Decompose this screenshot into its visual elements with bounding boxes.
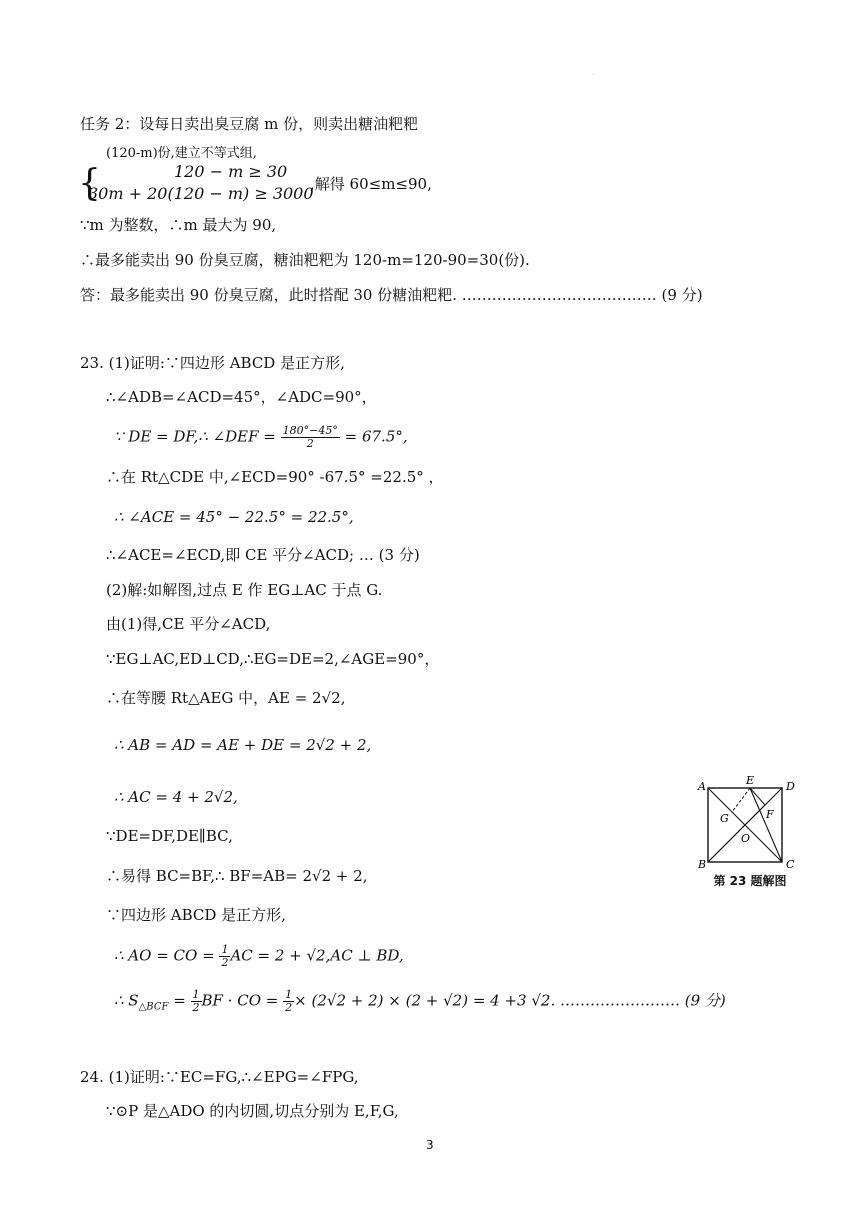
q23-line-16-a: ∴ AO = CO = — [114, 946, 220, 965]
q23-line-10: ∴在等腰 Rt△AEG 中，AE = 2√2, — [106, 689, 346, 707]
q23-line-1: 23. (1)证明:∵四边形 ABCD 是正方形, — [80, 354, 345, 372]
q23-line-4: ∴在 Rt△CDE 中,∠ECD=90° -67.5° =22.5° ， — [106, 468, 444, 486]
q23-line-17-c: BF · CO = — [201, 991, 284, 1010]
geometry-figure — [690, 770, 810, 895]
q23-line-8: 由(1)得,CE 平分∠ACD, — [106, 615, 271, 633]
q23-line-11: ∴ AB = AD = AE + DE = 2√2 + 2, — [114, 736, 372, 754]
fraction — [219, 944, 230, 969]
inequality-2: 30m + 20(120 − m) ≥ 3000 — [88, 184, 314, 203]
q23-line-3-b: = 67.5°, — [339, 427, 408, 446]
q23-line-6: ∴∠ACE=∠ECD,即 CE 平分∠ACD; … (3 分) — [106, 546, 420, 564]
fraction-num: 1 — [192, 988, 200, 1001]
q23-line-3-a: ∵ DE = DF,∴ ∠DEF = — [114, 427, 281, 446]
inequality-1: 120 − m ≥ 30 — [174, 162, 288, 181]
page-number: 3 — [426, 1138, 434, 1152]
q23-line-13: ∵DE=DF,DE∥BC, — [106, 827, 233, 845]
q23-line-15: ∵四边形 ABCD 是正方形, — [106, 906, 286, 924]
fraction-num: 1 — [285, 988, 293, 1001]
q23-line-16-b: AC = 2 + √2,AC ⊥ BD, — [230, 946, 404, 965]
brace-symbol: { — [78, 163, 101, 204]
q24-line-1: 24. (1)证明:∵EC=FG,∴∠EPG=∠FPG, — [80, 1068, 359, 1086]
q23-line-12: ∴ AC = 4 + 2√2, — [114, 788, 238, 806]
label-g: G — [720, 812, 729, 825]
q23-line-7: (2)解:如解图,过点 E 作 EG⊥AC 于点 G. — [106, 581, 383, 599]
task2-line: 任务 2：设每日卖出臭豆腐 m 份，则卖出糖油粑粑 — [80, 115, 419, 133]
q23-line-5: ∴ ∠ACE = 45° − 22.5° = 22.5°, — [114, 508, 354, 526]
fraction — [283, 989, 294, 1014]
label-b: B — [698, 858, 707, 870]
q23-line-3 — [114, 425, 408, 450]
fraction-num: 180°−45° — [282, 424, 338, 437]
q23-line-17 — [114, 989, 726, 1018]
segment-bf — [708, 805, 765, 862]
subscript: △BCF — [138, 1001, 169, 1013]
answer-line: 答：最多能卖出 90 份臭豆腐，此时搭配 30 份糖油粑粑. ………………………………… (9 分) — [80, 286, 703, 304]
q23-line-17-b: = — [168, 991, 191, 1010]
fraction-den: 2 — [221, 956, 229, 969]
square-diagram — [690, 770, 810, 870]
label-d: D — [786, 780, 795, 793]
figure-caption: 第 23 题解图 — [713, 874, 787, 888]
segment-eg — [732, 788, 750, 812]
q23-line-17-d: × (2√2 + 2) × (2 + √2) = 4 +3 √2. …………………… (9 分) — [294, 991, 726, 1010]
fraction-den: 2 — [192, 1001, 200, 1014]
q23-line-17-a: ∴ S — [114, 991, 139, 1010]
segment-ec — [750, 788, 782, 862]
fraction-den: 2 — [306, 437, 314, 450]
fraction-num: 1 — [221, 943, 229, 956]
label-e: E — [746, 774, 755, 787]
task2-line-b: (120-m)份,建立不等式组, — [106, 146, 257, 161]
label-c: C — [786, 858, 795, 870]
q24-line-2: ∵⊙P 是△ADO 的内切圆,切点分别为 E,F,G, — [106, 1102, 399, 1120]
q23-line-2: ∴∠ADB=∠ACD=45°，∠ADC=90°， — [106, 388, 377, 406]
q23-line-16 — [114, 944, 404, 969]
scan-mark: · — [592, 70, 595, 79]
fraction — [281, 425, 340, 450]
segment-ef — [750, 788, 765, 805]
q23-line-14: ∴易得 BC=BF,∴ BF=AB= 2√2 + 2, — [106, 867, 368, 885]
fraction — [191, 989, 202, 1014]
line-5: ∴最多能卖出 90 份臭豆腐，糖油粑粑为 120-m=120-90=30(份). — [80, 251, 530, 269]
q23-line-9: ∵EG⊥AC,ED⊥CD,∴EG=DE=2,∠AGE=90°， — [106, 650, 440, 668]
inequality-solution: ,解得 60≤m≤90, — [310, 175, 432, 193]
fraction-den: 2 — [285, 1001, 293, 1014]
label-a: A — [698, 780, 706, 793]
line-4: ∵m 为整数，∴m 最大为 90, — [80, 216, 277, 234]
inequality-system — [78, 162, 498, 208]
label-f: F — [766, 808, 774, 821]
label-o: O — [741, 832, 751, 845]
